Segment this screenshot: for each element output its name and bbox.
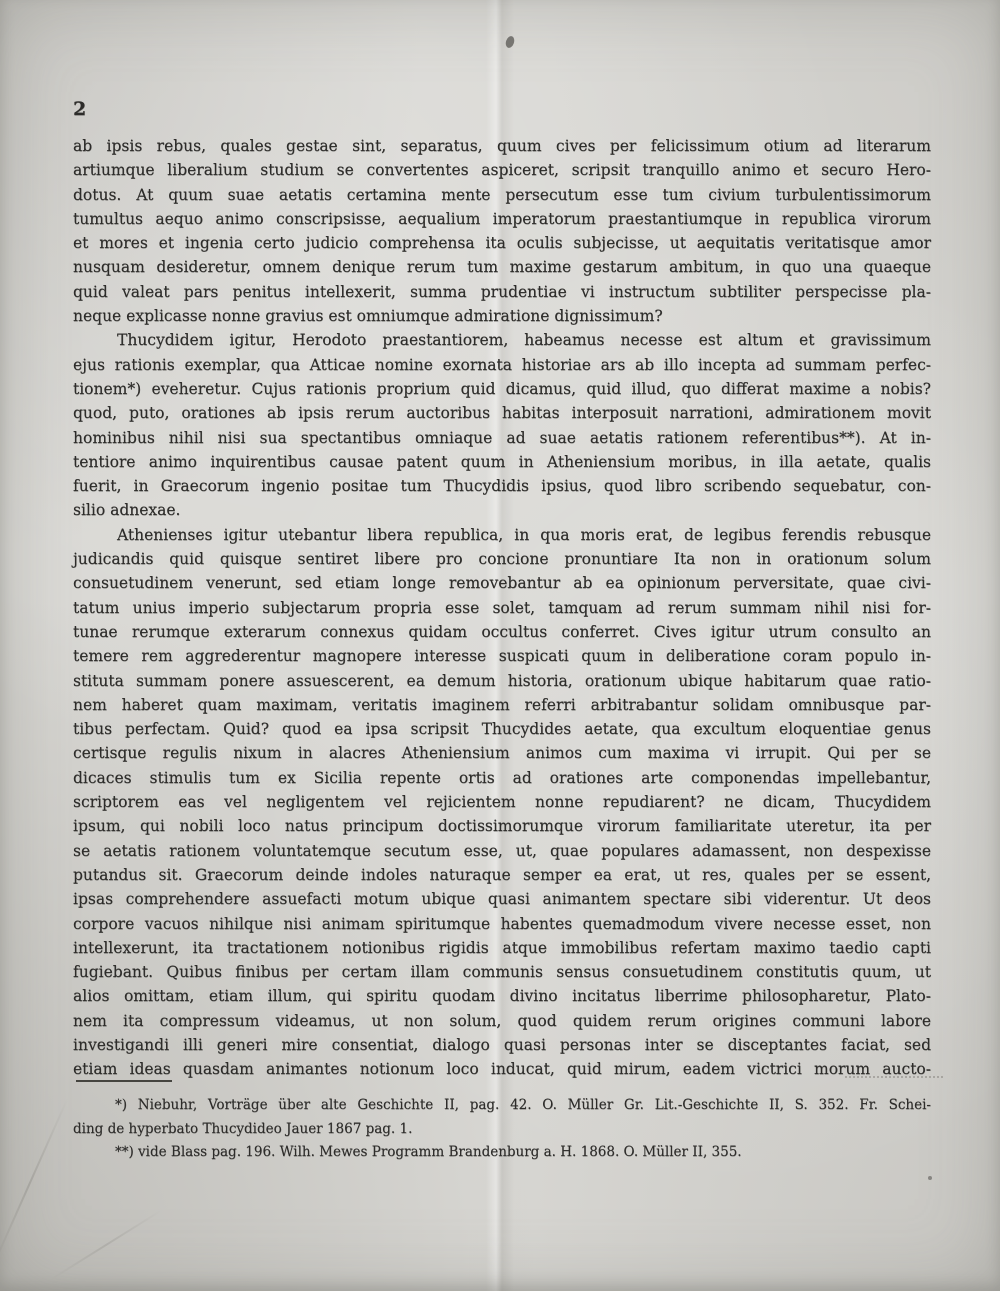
text-line: dicaces stimulis tum ex Sicilia repente ortis ad orationes arte componendas impellebantur, [73,768,931,787]
text-line: ejus rationis exemplar, qua Atticae nomine exornata historiae ars ab illo incepta ad summam perfec- [73,355,931,374]
text-line: quod, puto, orationes ab ipsis rerum auctoribus habitas interposuit narrationi, admirationem movit [73,404,931,423]
text-line: nusquam desideretur, omnem denique rerum tum maxime gestarum ambitum, in quo una quaeque [73,258,931,277]
paper-crease [50,1210,161,1281]
text-line: dotus. At quum suae aetatis certamina mente persecutum esse tum civium turbulentissimorum [73,185,931,204]
text-line: ipsas comprehendere assuefacti motum ubique quasi animantem spectare sibi viderentur. Ut deos [73,890,931,909]
paragraph [73,523,931,1082]
text-line: tumultus aequo animo conscripsisse, aequalium imperatorum praestantiumque in republica virorum [73,209,931,228]
text-line: intellexerunt, ita tractationem notionibus rigidis atque immobilibus refertam maximo taedio capti [73,938,931,957]
print-through-rule [845,1076,943,1078]
text-line: **) vide Blass pag. 196. Wilh. Mewes Programm Brandenburg a. H. 1868. O. Müller II, 355. [115,1144,742,1160]
text-line: consuetudinem venerunt, sed etiam longe removebantur ab ea opinionum perversitate, quae civi- [73,574,931,593]
text-line: artiumque liberalium studium se convertentes aspiceret, scripsit tranquillo animo et securo Hero- [73,161,931,180]
text-line: certisque regulis nixum in alacres Atheniensium animos cum maxima vi irrupit. Qui per se [73,744,931,763]
paper-crease [0,1098,69,1272]
text-line: corpore vacuos nihilque nisi animam spiritumque habentes quemadmodum vivere necesse esset, non [73,914,931,933]
text-line: silio adnexae. [73,501,181,520]
text-line: ab ipsis rebus, quales gestae sint, separatus, quum cives per felicissimum otium ad literarum [73,137,931,155]
footnote [73,1094,931,1141]
text-line: *) Niebuhr, Vorträge über alte Geschichte II, pag. 42. O. Müller Gr. Lit.-Geschichte II, S. 352. Fr. Schei- [115,1097,931,1113]
text-line: nem ita compressum videamus, ut non solum, quod quidem rerum origines communi labore [73,1011,931,1030]
footnote [73,1141,931,1165]
text-line: fuerit, in Graecorum ingenio positae tum Thucydidis ipsius, quod libro scribendo sequebatur, con- [73,477,931,496]
paragraph [73,134,931,328]
footnote-separator-rule [76,1080,172,1082]
text-line: Athenienses igitur utebantur libera republica, in qua moris erat, de legibus ferendis rebusque [117,525,931,544]
text-line: judicandis quid quisque sentiret libere pro concione pronuntiare Ita non in orationum solum [73,550,931,569]
text-line: quid valeat pars penitus intellexerit, summa prudentiae vi instructum subtiliter perspecisse pla- [73,282,931,301]
paper-speck [504,35,515,49]
text-line: ding de hyperbato Thucydideo Jauer 1867 pag. 1. [73,1120,413,1137]
text-line: alios omittam, etiam illum, qui spiritu quodam divino incitatus liberrime philosopharetur, Plato- [73,987,931,1006]
text-line: et mores et ingenia certo judicio comprehensa ita oculis subjecisse, ut aequitatis veritatisque amor [73,234,931,253]
text-line: tentiore animo inquirentibus causae patent quum in Atheniensium moribus, in illa aetate, qualis [73,452,931,471]
text-line: se aetatis rationem voluntatemque secutum esse, ut, quae populares adamassent, non despexisse [73,841,931,860]
footnotes [73,1094,931,1165]
text-line: investigandi illi generi mire consentiat, dialogo quasi personas inter se disceptantes faciat, sed [73,1035,931,1054]
text-line: temere rem aggrederentur magnopere interesse suspicati quum in deliberatione coram populo in- [73,647,931,666]
text-line: fugiebant. Quibus finibus per certam illam communis sensus consuetudinem constitutis quum, ut [73,963,931,982]
paragraph [73,328,931,522]
text-line: putandus sit. Graecorum deinde indoles naturaque semper ea erat, ut res, quales per se essent, [73,865,931,884]
page-number: 2 [73,98,87,120]
text-line: tunae rerumque exterarum connexus quidam occultus conferret. Cives igitur utrum consulto an [73,622,931,641]
text-line: nem haberet quam maximam, veritatis imaginem referri arbitrabantur solidam omnibusque par- [73,695,931,714]
text-line: stituta summam ponere assuescerent, ea demum historia, orationum ubique habitarum quae ratio- [73,671,931,690]
text-line: scriptorem eas vel negligentem vel rejicientem nonne repudiarent? ne dicam, Thucydidem [73,793,931,812]
body-text [73,134,931,1082]
text-line: tibus perfectam. Quid? quod ea ipsa scripsit Thucydides aetate, qua excultum eloquentiae genus [73,720,931,739]
text-line: tionem*) eveheretur. Cujus rationis proprium quid dicamus, quid illud, quo differat maxime a nobis? [73,379,931,398]
text-line: ipsum, qui nobili loco natus principum doctissimorumque virorum familiaritate uteretur, ita per [73,817,931,836]
text-line: etiam ideas quasdam animantes notionum loco inducat, quid mirum, eadem victrici morum aucto- [73,1060,931,1079]
text-line: neque explicasse nonne gravius est omniumque admiratione dignissimum? [73,307,663,326]
text-line: tatum unius imperio subjectarum propria esse solet, tamquam ad rerum summam nihil nisi for- [73,598,931,617]
text-line: hominibus nihil nisi sua spectantibus omniaque ad suae aetatis rationem referentibus**). At in- [73,428,931,447]
text-line: Thucydidem igitur, Herodoto praestantiorem, habeamus necesse est altum et gravissimum [117,331,931,350]
paper-speck [928,1176,932,1180]
